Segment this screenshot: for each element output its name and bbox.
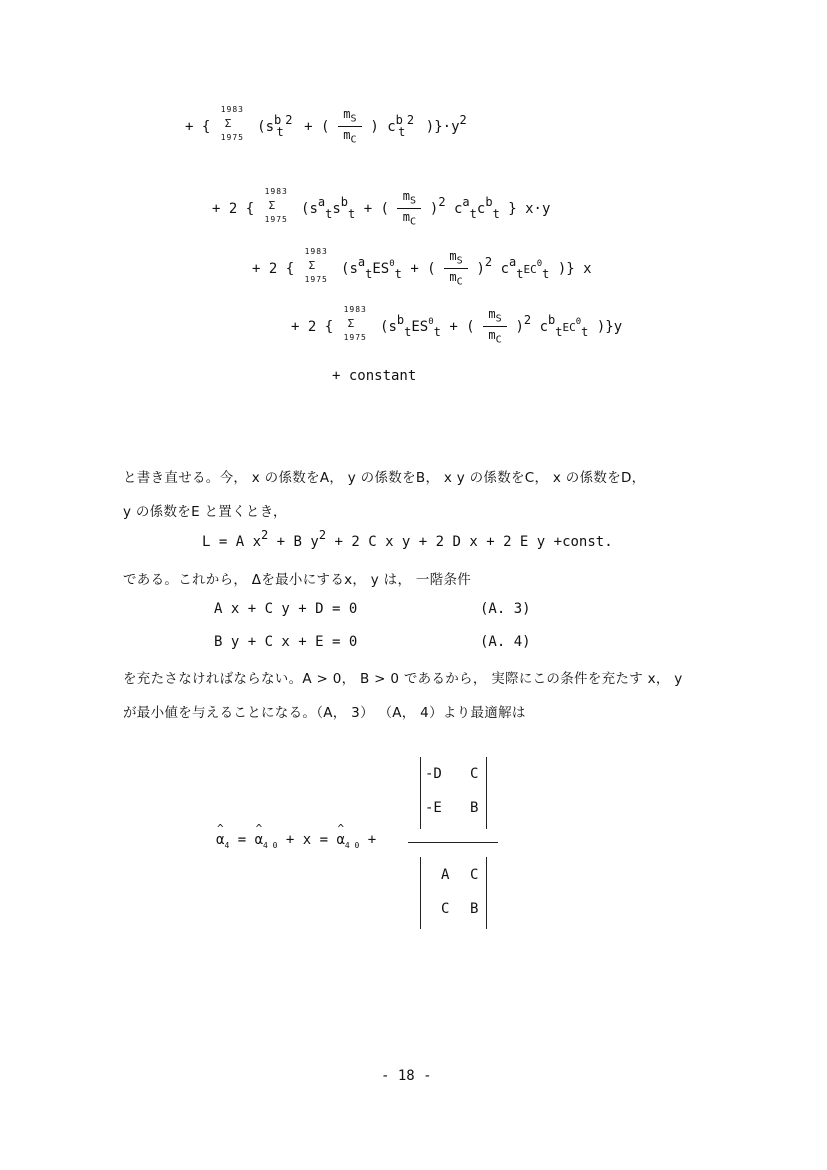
sum-upper-limit: 1983 — [220, 104, 244, 114]
superscript: b — [548, 312, 556, 327]
fraction-ms-mc — [397, 190, 421, 228]
plus-sign: + — [359, 832, 377, 848]
condition-2-tag: (A. 4) — [480, 634, 531, 650]
term-text: )}y — [596, 318, 623, 335]
det-den-r2c2: B — [470, 901, 479, 917]
superscript: 2 — [523, 312, 532, 327]
det-den-right-bar — [486, 857, 487, 929]
equation-line-4 — [291, 304, 623, 346]
alpha-hat: ^ α — [336, 832, 344, 848]
term-text: (s — [301, 200, 318, 217]
equation-line-3 — [252, 246, 592, 288]
det-num-r1c1: -D — [425, 766, 442, 782]
superscript: 0 — [536, 258, 543, 269]
superscript: 2 — [318, 528, 327, 542]
denominator-sub: C — [350, 134, 357, 146]
page-number: - 18 - — [381, 1068, 432, 1084]
term-text: EC — [523, 262, 537, 276]
superscript: b — [274, 112, 282, 127]
superscript: 0 — [575, 316, 582, 327]
superscript: b — [485, 194, 493, 209]
summation: 1983 Σ 1975 — [220, 104, 244, 142]
subscript: t — [433, 324, 441, 339]
numerator-sub: S — [410, 195, 417, 207]
term-text: + 2 { — [291, 318, 334, 335]
term-text: ES — [372, 260, 390, 277]
fraction-ms-mc — [444, 250, 468, 288]
equation-line-2 — [212, 186, 551, 228]
term-text: ES — [411, 318, 429, 335]
equation-text: + B y — [268, 534, 319, 550]
equation-text: L = A x — [202, 534, 262, 550]
condition-2: B y + C x + E = 0 — [214, 634, 358, 650]
term-text: c — [539, 318, 549, 335]
det-num-r2c2: B — [470, 800, 479, 816]
det-num-right-bar — [486, 757, 487, 829]
superscript: a — [317, 194, 326, 209]
det-num-r2c1: -E — [425, 800, 442, 816]
det-den-r1c1: A — [441, 867, 450, 883]
paragraph-line-3: である。これから， Δを最小にするx， y は， 一階条件 — [123, 572, 472, 588]
superscript: a — [462, 194, 470, 209]
solution-fraction-bar — [408, 842, 498, 843]
term-text: + ( — [304, 118, 330, 135]
subscript: t — [394, 266, 402, 281]
subscript: 4 — [224, 840, 230, 850]
subscript: t — [325, 206, 333, 221]
paragraph-line-4: を充たさなければならない。A > 0， B > 0 であるから， 実際にこの条件を充たす x， y — [123, 671, 683, 687]
term-text: c — [500, 260, 510, 277]
subscript: 4 0 — [263, 840, 278, 850]
subscript: t — [398, 124, 406, 139]
subscript: t — [348, 206, 356, 221]
numerator: m — [449, 249, 457, 263]
numerator: m — [402, 189, 411, 203]
numerator-sub: S — [350, 113, 357, 125]
open-brace: + { — [185, 118, 211, 135]
superscript: 2 — [285, 112, 293, 127]
term-text: ) c — [370, 118, 396, 135]
term-text: )}·y — [425, 118, 460, 135]
term-text: ) — [476, 260, 485, 277]
superscript: a — [357, 254, 366, 269]
superscript: b — [340, 194, 349, 209]
denominator-sub: C — [410, 216, 417, 228]
summation: 1983 Σ 1975 — [304, 246, 328, 284]
equation-line-1 — [185, 104, 467, 146]
subscript: t — [469, 206, 477, 221]
det-den-left-bar — [420, 857, 421, 929]
subscript: 4 0 — [344, 840, 360, 850]
summation: 1983 Σ 1975 — [264, 186, 288, 224]
term-text: ) — [429, 200, 439, 217]
subscript: t — [365, 266, 373, 281]
paragraph-line-5: が最小値を与えることになる。（A， 3） （A， 4）より最適解は — [123, 705, 526, 721]
term-text: c — [453, 200, 463, 217]
superscript: b — [395, 112, 403, 127]
denominator: m — [488, 328, 496, 343]
paragraph-line-2: y の係数をE と置くとき， — [123, 504, 287, 520]
superscript: 0 — [428, 316, 434, 327]
term-text: (s — [341, 260, 358, 277]
subscript: t — [542, 266, 550, 281]
term-text: + ( — [449, 318, 475, 335]
subscript: t — [555, 324, 563, 339]
subscript: t — [404, 324, 412, 339]
condition-1-tag: (A. 3) — [480, 601, 531, 617]
det-den-r1c2: C — [470, 867, 479, 883]
numerator: m — [488, 307, 496, 321]
denominator: m — [343, 128, 351, 143]
condition-1: A x + C y + D = 0 — [214, 601, 358, 617]
subscript: t — [492, 206, 500, 221]
superscript: a — [509, 254, 517, 269]
fraction-ms-mc — [483, 308, 507, 346]
superscript: 2 — [459, 112, 467, 127]
subscript: t — [276, 124, 284, 139]
superscript: b — [396, 312, 405, 327]
subscript: t — [516, 266, 524, 281]
superscript: 2 — [484, 254, 493, 269]
alpha-hat: ^ α — [216, 832, 224, 848]
subscript: t — [581, 324, 589, 339]
term-text: ) — [515, 318, 524, 335]
alpha-hat: ^ α — [255, 832, 263, 848]
numerator-sub: S — [456, 255, 463, 267]
sum-lower-limit: 1975 — [343, 332, 367, 342]
term-text: c — [476, 200, 486, 217]
superscript: 2 — [438, 194, 446, 209]
numerator: m — [343, 107, 351, 121]
term-text: EC — [562, 320, 576, 334]
term-text: s — [332, 200, 341, 217]
det-num-r1c2: C — [470, 766, 479, 782]
superscript: 0 — [389, 258, 395, 269]
paragraph-line-1: と書き直せる。今， x の係数をA， y の係数をB， x y の係数をC， x の係数をD， — [123, 470, 646, 486]
term-text: + 2 { — [252, 260, 295, 277]
det-den-r2c1: C — [441, 901, 450, 917]
superscript: 2 — [261, 528, 269, 542]
equation-line-5: + constant — [332, 368, 417, 384]
sum-upper-limit: 1983 — [264, 186, 288, 196]
term-text: + ( — [410, 260, 436, 277]
term-text: + 2 { — [212, 200, 255, 217]
superscript: 2 — [406, 112, 415, 127]
denominator-sub: C — [495, 334, 502, 346]
term-text: (s — [380, 318, 397, 335]
sum-upper-limit: 1983 — [304, 246, 328, 256]
denominator: m — [449, 270, 457, 285]
denominator-sub: C — [456, 276, 463, 288]
term-text: (s — [257, 118, 275, 135]
term-text: )} x — [557, 260, 592, 277]
equation-text: + x = — [277, 832, 337, 848]
equals-sign: = — [229, 832, 255, 848]
det-num-left-bar — [420, 757, 421, 829]
sum-lower-limit: 1975 — [264, 214, 288, 224]
sum-upper-limit: 1983 — [343, 304, 367, 314]
sum-lower-limit: 1975 — [220, 132, 244, 142]
term-text: } x·y — [508, 200, 551, 217]
term-text: + ( — [363, 200, 389, 217]
solution-lhs — [216, 832, 376, 850]
lagrangian-equation — [202, 528, 613, 550]
equation-text: + 2 C x y + 2 D x + 2 E y +const. — [326, 534, 613, 550]
fraction-ms-mc — [338, 108, 362, 146]
summation: 1983 Σ 1975 — [343, 304, 367, 342]
denominator: m — [402, 210, 411, 225]
sum-lower-limit: 1975 — [304, 274, 328, 284]
numerator-sub: S — [495, 313, 502, 325]
